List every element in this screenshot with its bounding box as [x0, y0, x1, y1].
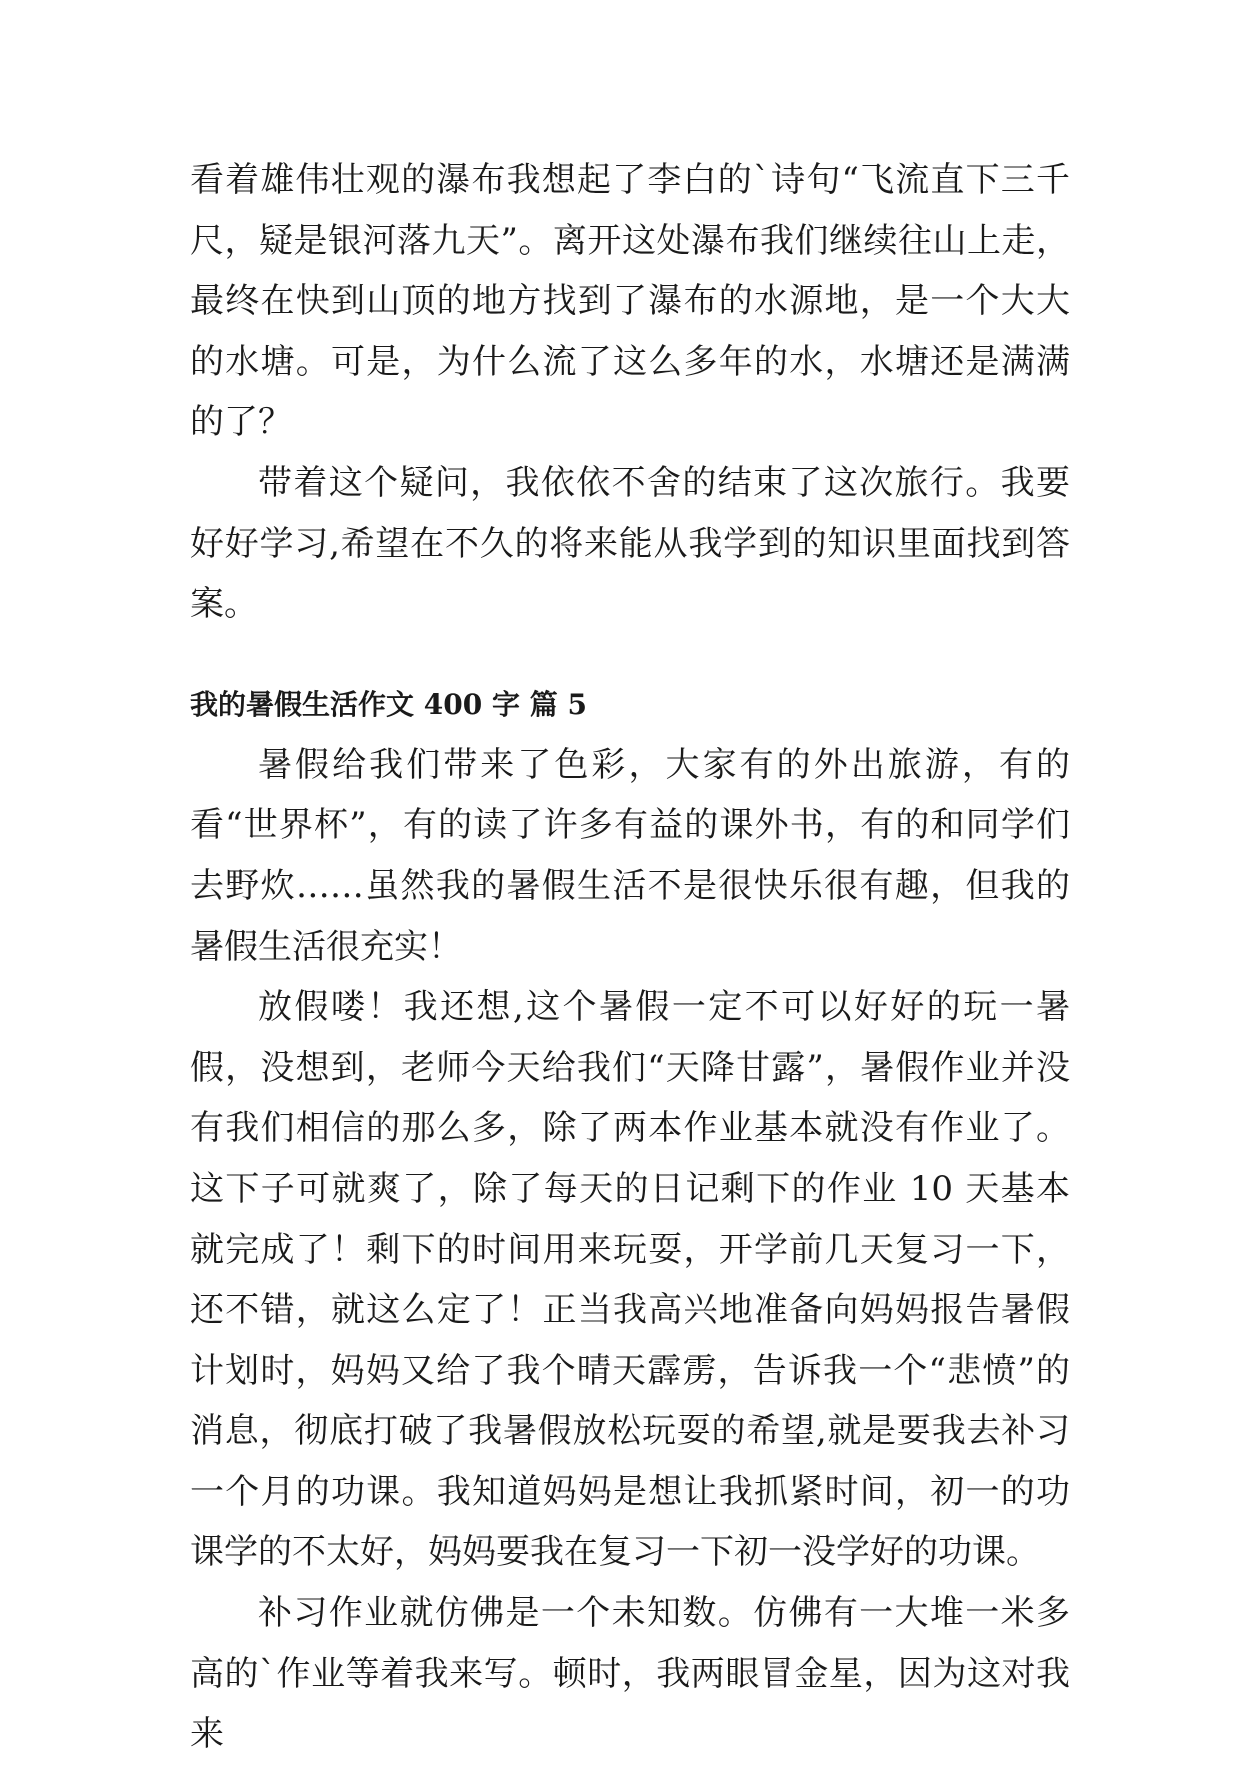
paragraph-waterfall: 看着雄伟壮观的瀑布我想起了李白的`诗句“飞流直下三千尺，疑是银河落九天”。离开这处瀑布我们继续往山上走，最终在快到山顶的地方找到了瀑布的水源地，是一个大大的水塘。可是，为什么流了这么多年的水，水塘还是满满的了？	[190, 160, 1070, 443]
paragraph-question: 带着这个疑问，我依依不舍的结束了这次旅行。我要好好学习,希望在不久的将来能从我学到的知识里面找到答案。	[190, 462, 1070, 625]
paragraph-vacation-plan: 放假喽！我还想,这个暑假一定不可以好好的玩一暑假，没想到，老师今天给我们“天降甘露”，暑假作业并没有我们相信的那么多，除了两本作业基本就没有作业了。这下子可就爽了，除了每天的日记剩下的作业 10 天基本就完成了！剩下的时间用来玩耍，开学前几天复习一下，还不错，就这么定了！正当我高兴地准备向妈妈报告暑假计划时，妈妈又给了我个晴天霹雳，告诉我一个“悲愤”的消息，彻底打破了我暑假放松玩耍的希望,就是要我去补习一个月的功课。我知道妈妈是想让我抓紧时间，初一的功课学的不太好，妈妈要我在复习一下初一没学好的功课。	[190, 987, 1070, 1573]
paragraph-tutoring: 补习作业就仿佛是一个未知数。仿佛有一大堆一米多高的`作业等着我来写。顿时，我两眼冒金星，因为这对我来	[190, 1593, 1070, 1755]
document-page	[190, 150, 1070, 1765]
essay-title: 我的暑假生活作文 400 字 篇 5	[190, 687, 587, 721]
paragraph-intro: 暑假给我们带来了色彩，大家有的外出旅游，有的看“世界杯”，有的读了许多有益的课外书，有的和同学们去野炊……虽然我的暑假生活不是很快乐很有趣，但我的暑假生活很充实！	[190, 744, 1070, 967]
